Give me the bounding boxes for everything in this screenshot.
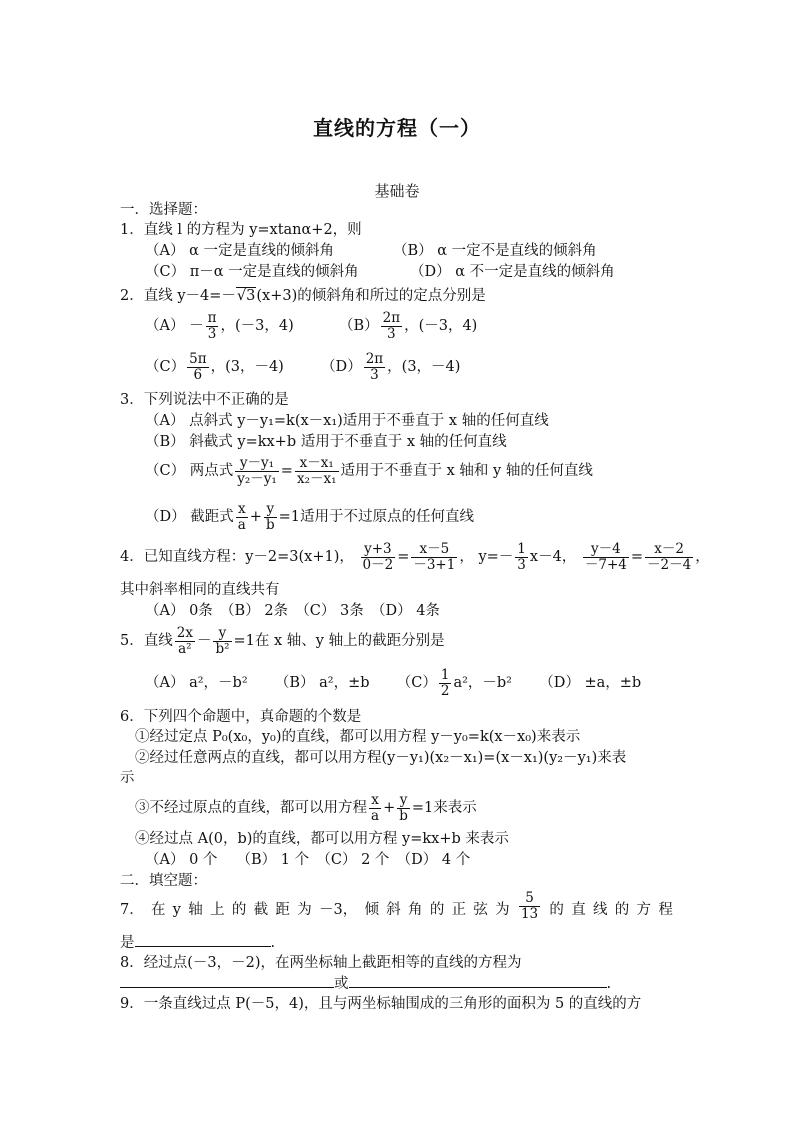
q1-option-c: （C） π－α 一定是直线的倾斜角 [145, 264, 359, 280]
q6-proposition-4: ④经过点 A(0，b)的直线，都可以用方程 y=kx+b 来表示 [135, 831, 509, 847]
q1-stem: 1．直线 l 的方程为 y=xtanα+2，则 [120, 222, 362, 238]
q2-option-c-fraction: $\frac{5\pi}{6}$ [189, 350, 207, 383]
q2-option-d-point: ，(3，－4) [387, 359, 461, 375]
q2-option-a-fraction: $\frac{\pi}{3}$ [207, 309, 217, 342]
q3-option-c-post: 适用于不垂直于 x 轴和 y 轴的任何直线 [340, 463, 593, 479]
q7-word: －3， [318, 902, 358, 918]
q3-option-d-pre: （D） 截距式 [145, 509, 234, 525]
q7-line2 [120, 932, 275, 953]
q7-word: 正 [451, 902, 467, 918]
q7-word: 的 [231, 902, 247, 918]
q7-word: 的 [429, 902, 445, 918]
q3-option-c-pre: （C） 两点式 [145, 463, 234, 479]
q8-answer-blank-1[interactable] [120, 973, 334, 988]
q7-line2-text: 是 [120, 935, 135, 951]
q7-word: 线 [592, 902, 608, 918]
q4-stem-pre: 4．已知直线方程：y－2=3(x+1)， [120, 549, 354, 565]
q3-option-a: （A） 点斜式 y－y₁=k(x－x₁)适用于不垂直于 x 轴的任何直线 [145, 413, 549, 429]
q6-proposition-2: ②经过任意两点的直线，都可以用方程(y－y₁)(x₂－x₁)=(x－x₁)(y₂－y₁)来表 [135, 750, 627, 766]
q1-option-a: （A） α 一定是直线的倾斜角 [145, 243, 334, 259]
q2-option-a-label: （A） － [145, 318, 204, 334]
q2-option-c-point: ，(3，－4) [210, 359, 284, 375]
q9-stem: 9．一条直线过点 P(－5，4)，且与两坐标轴围成的三角形的面积为 5 的直线的方 [120, 996, 642, 1012]
q4-eq2-right: $\frac{x-5}{-3+1}$ [413, 540, 456, 573]
q7-word: y [172, 902, 181, 918]
q7-word: 角 [408, 902, 423, 918]
q2-option-a-point: ，(－3，4) [220, 318, 294, 334]
q2-stem-pre: 2．直线 y－4=－ [120, 288, 236, 304]
q2-option-b-fraction: $\frac{2\pi}{3}$ [382, 309, 401, 342]
q4-line2: 其中斜率相同的直线共有 [120, 582, 280, 598]
q6-p3-pre: ③不经过原点的直线，都可以用方程 [135, 800, 367, 816]
q2-option-c-label: （C） [145, 359, 186, 375]
q4-stem: 4．已知直线方程：y－2=3(x+1)， $\frac{y+3}{0-2}$ = $\frac{x-5}{-3+1}$ ， y=－ $\frac{1}{3}$ x－4， $\frac{y-4}{-7+4}$ = $\frac{x-2}{-2-4}$ ， [120, 540, 710, 573]
q2-stem [120, 286, 486, 306]
q5-option-c-label: （C） [396, 675, 437, 691]
q7-word: 程 [658, 902, 673, 918]
section-choice-heading: 一．选择题： [120, 202, 207, 218]
page-title: 直线的方程（一） [313, 116, 481, 140]
q7-word: 直 [571, 902, 586, 918]
q2-stem-post: (x+3)的倾斜角和所过的定点分别是 [256, 288, 486, 304]
sqrt-three: √3 [236, 288, 256, 304]
q4-eq4-left: $\frac{y-4}{-7+4}$ [584, 540, 627, 573]
q5-fraction-x: $\frac{2x}{\text{a²}}$ [176, 624, 193, 657]
q3-option-d-fraction-y: $\frac{y}{b}$ [265, 500, 275, 533]
q4-mid2: x－4， [529, 549, 577, 565]
q7-fraction-sine: $\frac{5}{13}$ [520, 890, 539, 922]
q8-answer-line [120, 973, 611, 994]
q7-word: 斜 [386, 902, 401, 918]
q1-option-d: （D） α 不一定是直线的倾斜角 [410, 264, 615, 280]
q3-option-c: （C） 两点式 $\frac{\text{y－y₁}}{\text{y₂－y₁}}$ = $\frac{\text{x－x₁}}{\text{x₂－x₁}}$ 适用于不垂直于 x 轴和 y 轴的任何直线 [145, 454, 593, 487]
q5-option-c-post: a²，－b² [453, 675, 512, 691]
q3-option-d-fraction-x: $\frac{x}{a}$ [237, 500, 246, 533]
q6-p3-fraction-x: $\frac{x}{a}$ [371, 791, 380, 824]
q7-word: 方 [636, 902, 652, 918]
q3-option-c-fraction-y: $\frac{\text{y－y₁}}{\text{y₂－y₁}}$ [237, 454, 277, 487]
q8-stem: 8．经过点(－3，－2)，在两坐标轴上截距相等的直线的方程为 [120, 955, 522, 971]
q2-option-b-label: （B） [338, 318, 379, 334]
q6-p3-fraction-y: $\frac{y}{b}$ [399, 791, 408, 824]
q5-option-b: （B） a²，±b [274, 675, 370, 691]
q5-fraction-y: $\frac{y}{\text{b²}}$ [215, 624, 230, 657]
q5-stem: 5．直线 $\frac{2x}{\text{a²}}$ － $\frac{y}{\text{b²}}$ =1在 x 轴、y 轴上的截距分别是 [120, 624, 445, 657]
q6-options: （A） 0 个 （B） 1 个 （C） 2 个 （D） 4 个 [145, 852, 471, 868]
q7-word: 距 [275, 902, 290, 918]
q8-or: 或 [334, 976, 349, 992]
q7-word: 轴 [188, 902, 203, 918]
q8-end: . [606, 976, 612, 992]
q5-option-c-fraction: $\frac{1}{2}$ [440, 666, 450, 699]
q8-answer-blank-2[interactable] [349, 973, 607, 988]
q2-option-d-label: （D） [321, 359, 362, 375]
q6-proposition-2-cont: 示 [120, 770, 135, 786]
q4-options: （A） 0条 （B） 2条 （C） 3条 （D） 4条 [145, 603, 440, 619]
q7-word: 7． [120, 902, 144, 918]
section-fill-heading: 二．填空题： [120, 873, 207, 889]
q3-option-d: （D） 截距式 $\frac{x}{a}$ + $\frac{y}{b}$ =1适用于不过原点的任何直线 [145, 500, 474, 533]
q3-option-c-fraction-x: $\frac{\text{x－x₁}}{\text{x₂－x₁}}$ [296, 454, 337, 487]
q4-eq2-left: $\frac{y+3}{0-2}$ [362, 540, 394, 573]
q4-mid: ， y=－ [459, 549, 514, 565]
q4-eq4-right: $\frac{x-2}{-2-4}$ [647, 540, 692, 573]
q2-options-row2 [145, 349, 460, 385]
q7-word: 截 [253, 902, 269, 918]
q7-word: 弦 [473, 902, 488, 918]
q7-word: 为 [495, 902, 510, 918]
q2-options-row1 [145, 308, 477, 344]
q5-stem-post: =1在 x 轴、y 轴上的截距分别是 [233, 633, 445, 649]
q7-stem [120, 891, 673, 929]
q5-stem-pre: 5．直线 [120, 633, 173, 649]
q7-word: 为 [297, 902, 312, 918]
q6-proposition-3: ③不经过原点的直线，都可以用方程 $\frac{x}{a}$ + $\frac{y}{b}$ =1来表示 [135, 791, 477, 824]
q6-stem: 6．下列四个命题中，真命题的个数是 [120, 709, 362, 725]
q7-end: . [270, 935, 276, 951]
q7-word: 在 [151, 902, 166, 918]
q3-stem: 3．下列说法中不正确的是 [120, 392, 289, 408]
q4-eq3-coef: $\frac{1}{3}$ [517, 540, 526, 573]
q2-option-b-point: ，(－3，4) [404, 318, 478, 334]
q5-option-d: （D） ±a，±b [539, 675, 642, 691]
q1-option-b: （B） α 一定不是直线的倾斜角 [393, 243, 597, 259]
q7-justified-row [120, 891, 673, 929]
q7-word: 上 [210, 902, 225, 918]
q7-word: 倾 [364, 902, 379, 918]
q5-options [145, 664, 641, 702]
q7-word: 的 [549, 902, 564, 918]
q6-proposition-1: ①经过定点 P₀(x₀，y₀)的直线，都可以用方程 y－y₀=k(x－x₀)来表示 [135, 729, 581, 745]
q7-answer-blank[interactable] [135, 932, 271, 947]
page-subtitle: 基础卷 [374, 182, 420, 200]
q6-p3-post: =1来表示 [411, 800, 477, 816]
q3-option-b: （B） 斜截式 y=kx+b 适用于不垂直于 x 轴的任何直线 [145, 434, 507, 450]
q2-option-d-fraction: $\frac{2\pi}{3}$ [365, 350, 384, 383]
q3-option-d-post: =1适用于不过原点的任何直线 [278, 509, 474, 525]
q7-word: 的 [614, 902, 630, 918]
q5-option-a: （A） a²，－b² [145, 675, 248, 691]
